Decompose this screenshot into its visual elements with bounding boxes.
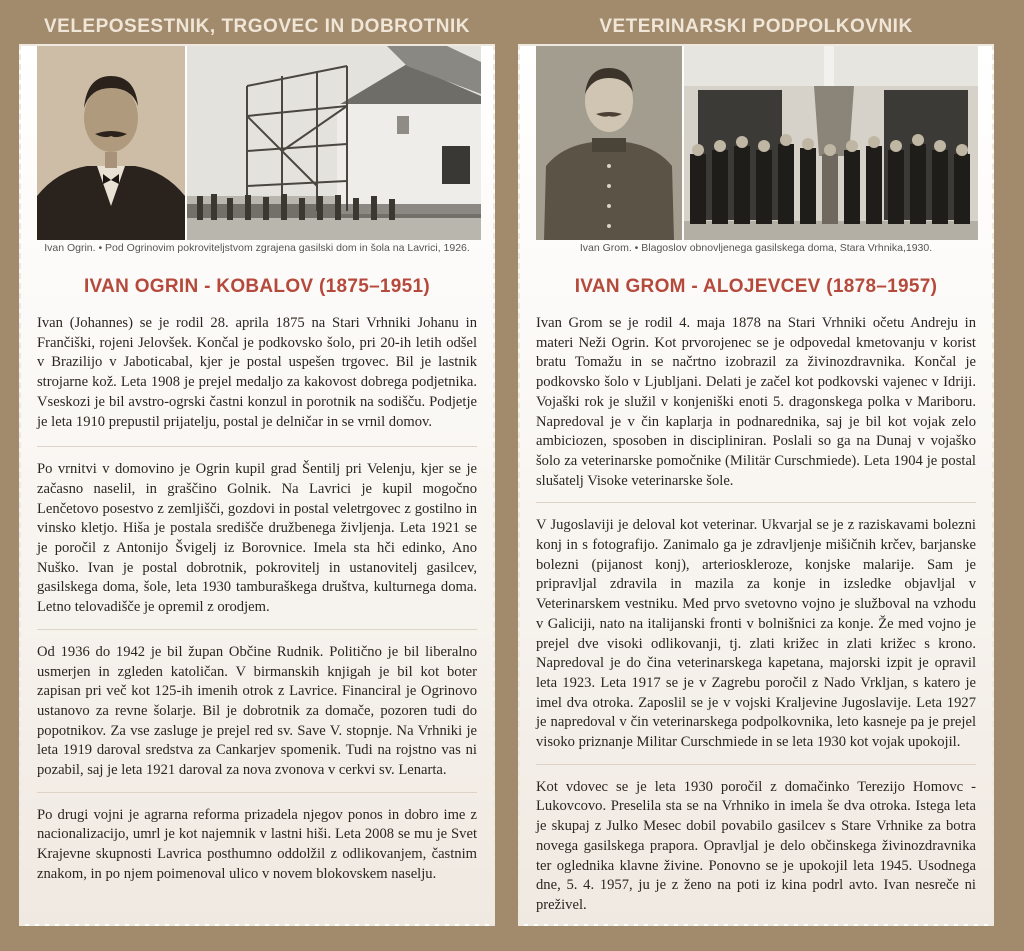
photo-fire-station-lavrica [187, 46, 481, 240]
paragraph-left-3: Od 1936 do 1942 je bil župan Občine Rudnik. Politično je bil liberalno usmerjen in zgleden katoličan. V birmanskih knjigah je bil kot boter zapisan pri več kot 125-ih imenih otrok z Lavrice. Financiral je Ogrinovo ustanovo za revne šolarje. Bil je dobrotnik za domače, pozoren tudi do popotnikov. Za vse zasluge je prejel red sv. Save V. stopnje. Na Vrhniki je leta 1919 daroval sredstva za Cankarjev spomenik. Tudi na rojstno vas ni pozabil, saj je leta 1921 daroval za nova zvonova v cerkvi sv. Lenarta. [37, 643, 477, 779]
paragraph-left-4: Po drugi vojni je agrarna reforma prizadela njegov ponos in dobro ime z nacionalizacijo, umrl je kot najemnik v lastni hiši. Leta 2008 se mu je Svet Krajevne skupnosti Lavrica posthumno oddolžil z odlikovanjem, častnim znakom, in po njem poimenoval ulico v novem blokovskem naselju. [37, 806, 477, 882]
divider [536, 764, 976, 765]
banner-right: VETERINARSKI PODPOLKOVNIK [599, 16, 913, 37]
body-left [37, 314, 477, 896]
paragraph-right-2: V Jugoslaviji je deloval kot veterinar. Ukvarjal se je z raziskavami bolezni konj in s fotografijo. Zanimalo ga je zdravljenje mišičnih krčev, barjanske bolezni (pijanost konj), arteriosklerozе, konjske malarije. Sam je pripravljal zdravila in mazila za konje in izsledke objavljal v Veterinarskem vestniku. Med prvo svetovno vojno je služboval na vzhodu v Galiciji, nato na italijanski fronti v bolnišnici za konje. Že med vojno je prejel dve visoki odlikovanji, tj. zlati križec in zlati križec s krono. Napredoval je do čina veterinarskega kapetana, majorski izpit je opravil leta 1923. Leta 1917 se je v Zagrebu poročil z Nado Vrkljan, s katero je imel dva otroka. Zaposlil se je v vojski Kraljevine Jugoslavije. Leta 1927 je napredoval v čin veterinarskega podpolkovnika, leto kasneje pa je prejel visoko priznanje Militar Curschmiede in se leta 1930 kot vojak upokojil. [536, 517, 976, 751]
title-ivan-ogrin: IVAN OGRIN - KOBALOV (1875–1951) [83, 276, 431, 297]
portrait-ivan-grom [536, 46, 682, 240]
paper-right [518, 44, 994, 926]
column-ivan-ogrin [19, 0, 495, 926]
photos-right [536, 46, 980, 240]
divider [37, 629, 477, 630]
paper-left [19, 44, 495, 926]
column-ivan-grom [518, 0, 994, 926]
portrait-ivan-ogrin [37, 46, 185, 240]
banner-left: VELEPOSESTNIK, TRGOVEC IN DOBROTNIK [43, 16, 471, 37]
body-right [536, 314, 976, 927]
photos-left [37, 46, 481, 240]
paragraph-right-1: Ivan Grom se je rodil 4. maja 1878 na Stari Vrhniki očetu Andreju in materi Neži Ogrin. Kot prvorojenec se je odpovedal kmetovanju v korist bratu Tomažu in se načrtno izobrazil za živinozdravnika. Končal je podkovsko šolo v Ljubljani. Delati je začel kot podkovski vajenec v Idriji. Vojaški rok je služil v konjeniški enoti 5. dragonskega polka v Mariboru. Napredoval je v čin kaplarja in podnarednika, saj je bil kot vojak zelo ambiciozen, sposoben in discipliniran. Poslali so ga na Dunaj v vojaško šolo za veterinarske pomočnike (Militär Curschmiede). Leta 1904 je postal slušatelj Visoke veterinarske šole. [536, 315, 976, 489]
photo-blessing-fire-station [684, 46, 978, 240]
title-ivan-grom: IVAN GROM - ALOJEVCEV (1878–1957) [574, 276, 938, 297]
caption-right: Ivan Grom. • Blagoslov obnovljenega gasilskega doma, Stara Vrhnika,1930. [579, 242, 933, 254]
paragraph-right-3: Kot vdovec se je leta 1930 poročil z domačinko Terezijo Homovc - Lukovcovo. Preselila sta se na Vrhniko in imela še dva otroka. Istega leta je skupaj z Julko Mesec dobil povabilo gasilcev s Stare Vrhnike za botra novega gasilskega prapora. Opravljal je delo občinskega živinozdravnika ter oglednika klavne živine. Ponovno se je upokojil leta 1945. Usodnega dne, 5. 4. 1957, ju je z ženo na poti iz kina podrl avto. Ivan nesreče ni preživel. [536, 778, 976, 913]
divider [37, 792, 477, 793]
paragraph-left-1: Ivan (Johannes) se je rodil 28. aprila 1875 na Stari Vrhniki Johanu in Frančiški, rojeni Jelovšek. Končal je podkovsko šolo, pri 20-ih letih odšel v Brazilijo v Jaboticabal, kjer je postal uspešen trgovec. Bil je lastnik strojarne kož. Leta 1908 je prejel medaljo za kakovost dobrega podjetnika. Vseskozi je bil avstro-ogrski častni konzul in porotnik na sodišču. Podjetje je leta 1910 prepustil prijatelju, postal je delničar in se vrnil domov. [37, 315, 477, 430]
divider [536, 502, 976, 503]
caption-left: Ivan Ogrin. • Pod Ogrinovim pokroviteljstvom zgrajena gasilski dom in šola na Lavrici, 1926. [44, 242, 470, 254]
divider [37, 446, 477, 447]
paragraph-left-2: Po vrnitvi v domovino je Ogrin kupil grad Šentilj pri Velenju, kjer se je začasno naselil, in graščino Golnik. Na Lavrici je kupil mogočno Lenčetovo posestvo z zemljišči, gozdovi in postal veletrgovec z gostilno in vinsko kletjo. Hiša je postala središče družbenega življenja. Leta 1921 se je poročil z Antonijo Švigelj iz Borovnice. Imela sta hči edinko, Ano Nuško. Ivan je postal dobrotnik, pokrovitelj in ustanovitelj gasilcev, gasilskega doma, šole, leta 1930 tamburaškega društva, kulturnega doma. Letno telovadišče je opremil z orodjem. [37, 461, 477, 616]
